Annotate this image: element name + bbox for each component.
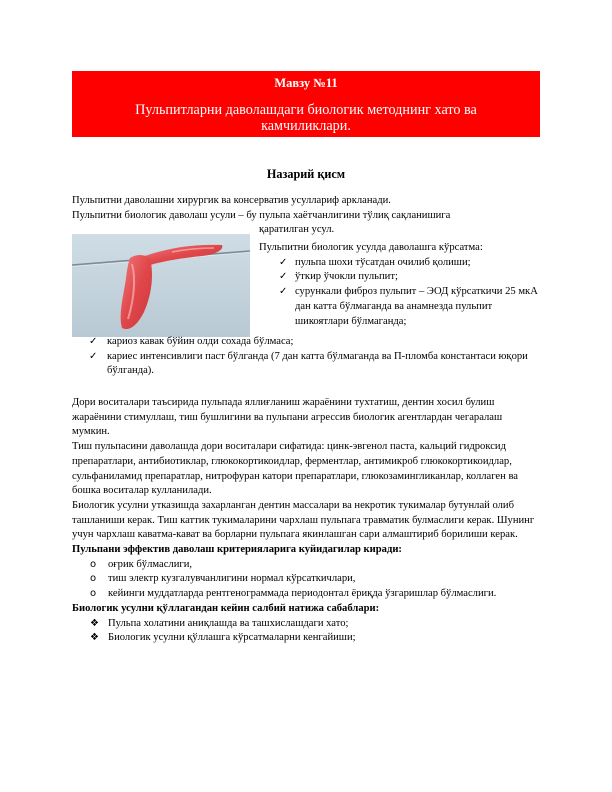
list-item: ✓ кариоз кавак бўйин олди сохада бўлмаса; (72, 335, 542, 350)
check-mark-icon: ✓ (89, 336, 98, 347)
topic-banner (72, 71, 540, 137)
criteria-title: Пульпани эффектив даволаш критерияларига куйидагилар киради: (72, 544, 402, 556)
four-diamond-bullet-icon: ❖ (90, 617, 99, 629)
indications-continued (72, 335, 542, 379)
indications-column (259, 241, 542, 329)
list-item: ❖ Пульпа холатини аниқлашда ва ташхислашдаги хато; (72, 617, 542, 632)
topic-title: Пульпитларни даволашдаги биологик методнинг хато ва камчиликлари. (135, 102, 477, 134)
section-heading: Назарий қисм (266, 167, 346, 181)
intro-block (72, 194, 542, 238)
paragraph: Биологик усулни утказишда захарланган дентин массалари ва некротик тукималар бутунлай олиб ташланиши керак. Тиш каттик тукималарини чархлаш пульпага травматик булмаслиги керак. Шунинг учун чархлаш каватма-кават ва борларни пульпага якинлашган сари алмаштириб борилиши керак. (72, 499, 535, 541)
intro-line-2: Пульпитни биологик даволаш усули – бу пульпа хаётчанлигини тўлиқ сақланишига (72, 209, 451, 221)
list-item: ❖ Биологик усулни қўллашга кўрсатмаларни кенгайиши; (72, 631, 542, 646)
check-mark-icon: ✓ (89, 350, 98, 362)
causes-title: Биологик усулни қўллагандан кейин салбий натижа сабаблари: (72, 602, 380, 614)
list-item: ✓ ўткир ўчокли пульпит; (259, 270, 542, 285)
hollow-circle-bullet-icon: o (90, 588, 97, 600)
body-text (72, 396, 542, 646)
list-item: ✓ сурункали фиброз пульпит – ЭОД кўрсаткичи 25 мкА дан катта бўлмаганда ва анамнезда пульпит шикоятлари бўлмаганда; (279, 286, 538, 327)
intro-line-3: қаратилган усул. (259, 224, 335, 236)
four-diamond-bullet-icon: ❖ (90, 632, 99, 644)
list-item: o тиш электр кузгалувчанлигини нормал кўрсаткичлари, (72, 572, 542, 587)
dental-pulp-tissue-on-instrument-photo (72, 234, 250, 337)
list-item: o оғрик бўлмаслиги, (72, 558, 542, 573)
paragraph: Дори воситалари таъсирида пульпада яллиғланиш жараёнини тухтатиш, дентин хосил булиш жараёнини стимуллаш, тиш бушлигини ва пульпани агрессив биологик агентлардан чегаралаш мумкин. (72, 397, 503, 438)
pulp-tissue-photo (72, 234, 250, 337)
indications-title: Пульпитни биологик усулда даволашга кўрсатма: (259, 242, 483, 253)
hollow-circle-bullet-icon: o (90, 573, 97, 585)
paragraph: Тиш пульпасини даволашда дори воситалари сифатида: цинк-эвгенол паста, кальций гидроксид препаратлари, антибиотиклар, глюкокортикоидлар, ферментлар, антимикроб глюкокортикоидлар, сульфаниламид препаратлар, нитрофуран катори препаратлари, глюкозамингликанлар, коллаген ва бошка воситалар кулланилади. (72, 441, 519, 497)
list-item: ✓ кариес интенсивлиги паст бўлганда (7 дан катта бўлмаганда ва П-пломба константаси юқори бўлганда). (89, 350, 528, 377)
check-mark-icon: ✓ (279, 256, 288, 268)
check-mark-icon: ✓ (279, 271, 288, 283)
check-mark-icon: ✓ (279, 286, 288, 298)
intro-line-1: Пульпитни даволашни хирургик ва консерватив усуллариф аркланади. (72, 195, 391, 206)
topic-number: Мавзу №11 (274, 76, 338, 90)
hollow-circle-bullet-icon: o (90, 558, 97, 570)
list-item: ✓ пульпа шохи тўсатдан очилиб қолиши; (259, 256, 542, 271)
list-item: o кейинги муддатларда рентгенограммада периодонтал ёриқда ўзгаришлар бўлмаслиги. (72, 587, 542, 602)
